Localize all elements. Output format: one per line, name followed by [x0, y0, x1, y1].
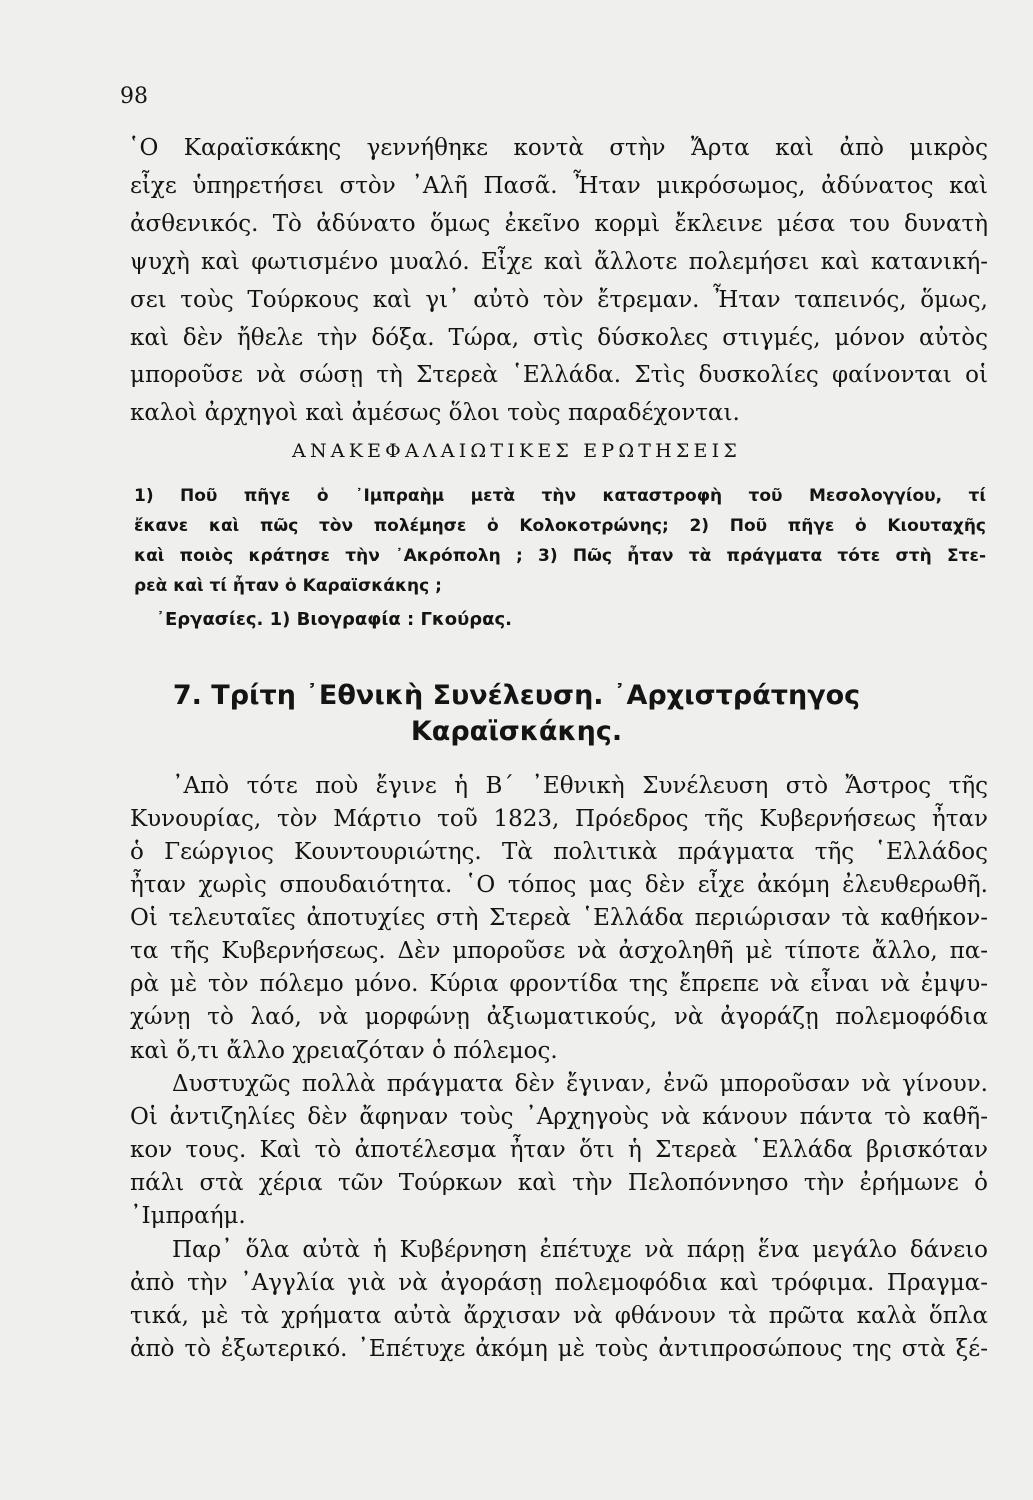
text-line: ἀσθενικός. Τὸ ἀδύνατο ὅμως ἐκεῖνο κορμὶ ἔκλεινε μέσα του δυνατὴ	[130, 210, 988, 237]
question-line: καὶ ποιὸς κράτησε τὴν ᾿Ακρόπολη ; 3) Πῶς ἦταν τὰ πράγματα τότε στὴ Στε-	[134, 546, 986, 566]
text-line: ῾Ο Καραϊσκάκης γεννήθηκε κοντὰ στὴν Ἄρτα καὶ ἀπὸ μικρὸς	[128, 135, 988, 161]
chapter-title: 7. Τρίτη ᾿Εθνικὴ Συνέλευση. ᾿Αρχιστράτηγος	[172, 680, 861, 711]
exercises-line: ᾿Εργασίες. 1) Βιογραφία : Γκούρας.	[156, 609, 512, 630]
text-line: χώνῃ τὸ λαό, νὰ μορφώνῃ ἀξιωματικούς, νὰ ἀγοράζῃ πολεμοφόδια	[130, 1004, 988, 1030]
text-line: μποροῦσε νὰ σώσῃ τὴ Στερεὰ ῾Ελλάδα. Στὶς δυσκολίες φαίνονται οἱ	[130, 362, 988, 389]
question-line: 1) Ποῦ πῆγε ὁ ᾿Ιμπραὴμ μετὰ τὴν καταστροφὴ τοῦ Μεσολογγίου, τί	[134, 486, 986, 506]
text-line: εἶχε ὑπηρετήσει στὸν ᾿Αλῆ Πασᾶ. Ἦταν μικρόσωμος, ἀδύνατος καὶ	[130, 172, 988, 199]
question-line: ρεὰ καὶ τί ἦταν ὁ Καραϊσκάκης ;	[134, 576, 442, 596]
text-line: ᾿Απὸ τότε ποὺ ἔγινε ἡ Β΄ ᾿Εθνικὴ Συνέλευση στὸ Ἄστρος τῆς	[172, 773, 988, 799]
text-line: κον τους. Καὶ τὸ ἀποτέλεσμα ἦταν ὅτι ἡ Στερεὰ ῾Ελλάδα βρισκόταν	[130, 1137, 988, 1163]
page-number: 98	[120, 84, 148, 109]
text-line: ὁ Γεώργιος Κουντουριώτης. Τὰ πολιτικὰ πράγματα τῆς ῾Ελλάδος	[130, 839, 988, 865]
text-line: καὶ δὲν ἤθελε τὴν δόξα. Τώρα, στὶς δύσκολες στιγμές, μόνον αὐτὸς	[130, 324, 988, 351]
text-line: Δυστυχῶς πολλὰ πράγματα δὲν ἔγιναν, ἐνῶ μποροῦσαν νὰ γίνουν.	[172, 1071, 988, 1097]
text-line: καὶ ὅ,τι ἄλλο χρειαζόταν ὁ πόλεμος.	[130, 1038, 558, 1064]
text-line: Παρ᾿ ὅλα αὐτὰ ἡ Κυβέρνηση ἐπέτυχε νὰ πάρῃ ἕνα μεγάλο δάνειο	[172, 1237, 988, 1263]
text-line: ᾿Ιμπραήμ.	[130, 1203, 246, 1229]
review-questions-heading: ΑΝΑΚΕΦΑΛΑΙΩΤΙΚΕΣ ΕΡΩΤΗΣΕΙΣ	[292, 440, 741, 462]
text-line: καλοὶ ἀρχηγοὶ καὶ ἀμέσως ὅλοι τοὺς παραδέχονται.	[130, 400, 740, 427]
text-line: Οἱ ἀντιζηλίες δὲν ἄφηναν τοὺς ᾿Αρχηγοὺς νὰ κάνουν πάντα τὸ καθῆ-	[130, 1104, 988, 1130]
chapter-title-continued: Καραϊσκάκης.	[410, 716, 623, 747]
text-line: ἀπὸ τὸ ἐξωτερικό. ᾿Επέτυχε ἀκόμη μὲ τοὺς ἀντιπροσώπους της στὰ ξέ-	[130, 1336, 988, 1362]
text-line: ψυχὴ καὶ φωτισμένο μυαλό. Εἶχε καὶ ἄλλοτε πολεμήσει καὶ κατανική-	[130, 248, 988, 275]
text-line: ἦταν χωρὶς σπουδαιότητα. ῾Ο τόπος μας δὲν εἶχε ἀκόμη ἐλευθερωθῆ.	[130, 872, 988, 898]
text-line: Οἱ τελευταῖες ἀποτυχίες στὴ Στερεὰ ῾Ελλάδα περιώρισαν τὰ καθήκον-	[130, 905, 988, 931]
text-line: Κυνουρίας, τὸν Μάρτιο τοῦ 1823, Πρόεδρος τῆς Κυβερνήσεως ἦταν	[130, 806, 988, 832]
text-line: τικά, μὲ τὰ χρήματα αὐτὰ ἄρχισαν νὰ φθάνουν τὰ πρῶτα καλὰ ὅπλα	[130, 1303, 988, 1329]
text-line: ρὰ μὲ τὸν πόλεμο μόνο. Κύρια φροντίδα της ἔπρεπε νὰ εἶναι νὰ ἐμψυ-	[130, 971, 988, 997]
text-line: πάλι στὰ χέρια τῶν Τούρκων καὶ τὴν Πελοπόννησο τὴν ἐρήμωνε ὁ	[130, 1170, 988, 1196]
text-line: ἀπὸ τὴν ᾿Αγγλία γιὰ νὰ ἀγοράσῃ πολεμοφόδια καὶ τρόφιμα. Πραγμα-	[130, 1270, 988, 1296]
text-line: τα τῆς Κυβερνήσεως. Δὲν μποροῦσε νὰ ἀσχοληθῆ μὲ τίποτε ἄλλο, πα-	[130, 938, 988, 964]
question-line: ἔκανε καὶ πῶς τὸν πολέμησε ὁ Κολοκοτρώνης; 2) Ποῦ πῆγε ὁ Κιουταχῆς	[134, 516, 986, 536]
text-line: σει τοὺς Τούρκους καὶ γι᾿ αὐτὸ τὸν ἔτρεμαν. Ἦταν ταπεινός, ὅμως,	[130, 286, 988, 313]
